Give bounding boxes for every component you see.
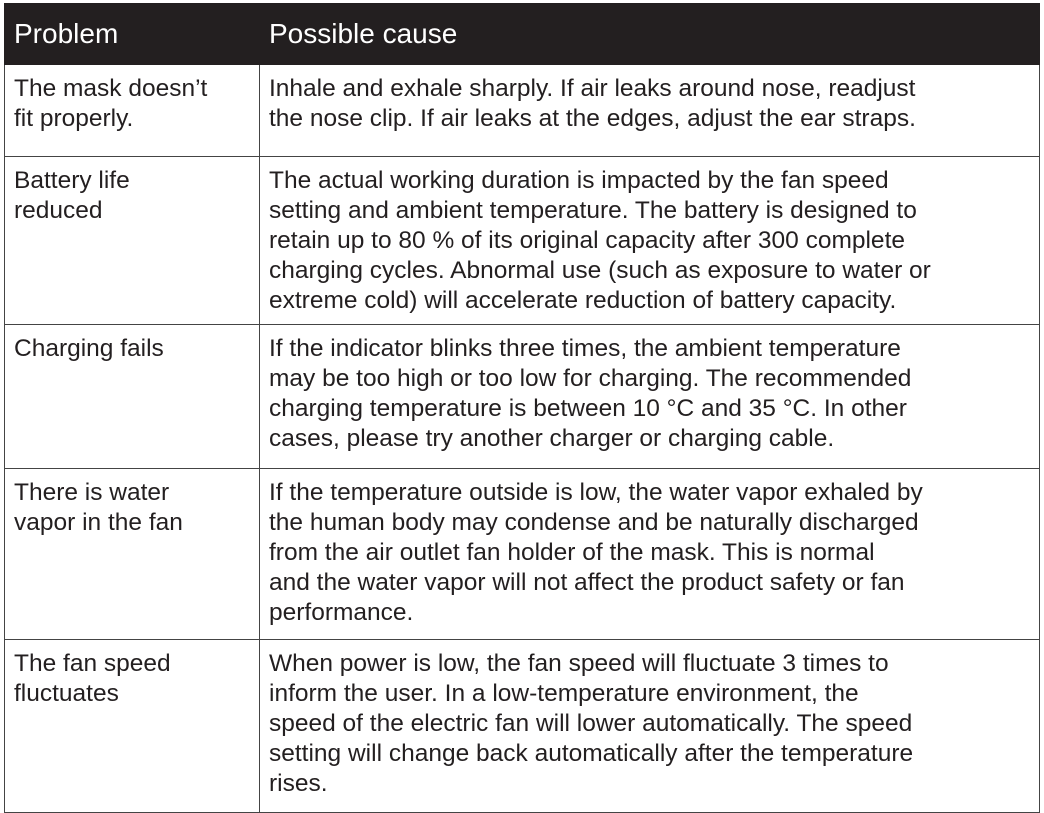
- table-row: [5, 65, 1040, 157]
- table-row: [5, 325, 1040, 469]
- problem-cell: The fan speed fluctuates: [5, 640, 260, 813]
- table-row: [5, 469, 1040, 640]
- cause-cell: If the temperature outside is low, the water vapor exhaled by the human body may condense and be naturally discharged from the air outlet fan holder of the mask. This is normal and the water vapor will not affect the product safety or fan performance.: [260, 469, 1040, 640]
- troubleshooting-table: [4, 3, 1040, 813]
- header-possible-cause: Possible cause: [260, 4, 1040, 65]
- cause-cell: Inhale and exhale sharply. If air leaks around nose, readjust the nose clip. If air leaks at the edges, adjust the ear straps.: [260, 65, 1040, 157]
- header-problem: Problem: [5, 4, 260, 65]
- cause-cell: If the indicator blinks three times, the ambient temperature may be too high or too low for charging. The recommended charging temperature is between 10 °C and 35 °C. In other cases, please try another charger or charging cable.: [260, 325, 1040, 469]
- table-row: [5, 640, 1040, 813]
- problem-cell: Charging fails: [5, 325, 260, 469]
- problem-cell: There is water vapor in the fan: [5, 469, 260, 640]
- cause-cell: The actual working duration is impacted by the fan speed setting and ambient temperature. The battery is designed to retain up to 80 % of its original capacity after 300 complete charging cycles. Abnormal use (such as exposure to water or extreme cold) will accelerate reduction of battery capacity.: [260, 157, 1040, 325]
- problem-cell: Battery life reduced: [5, 157, 260, 325]
- header-row: [5, 4, 1040, 65]
- table-row: [5, 157, 1040, 325]
- problem-cell: The mask doesn’t fit properly.: [5, 65, 260, 157]
- cause-cell: When power is low, the fan speed will fluctuate 3 times to inform the user. In a low-temperature environment, the speed of the electric fan will lower automatically. The speed setting will change back automatically after the temperature rises.: [260, 640, 1040, 813]
